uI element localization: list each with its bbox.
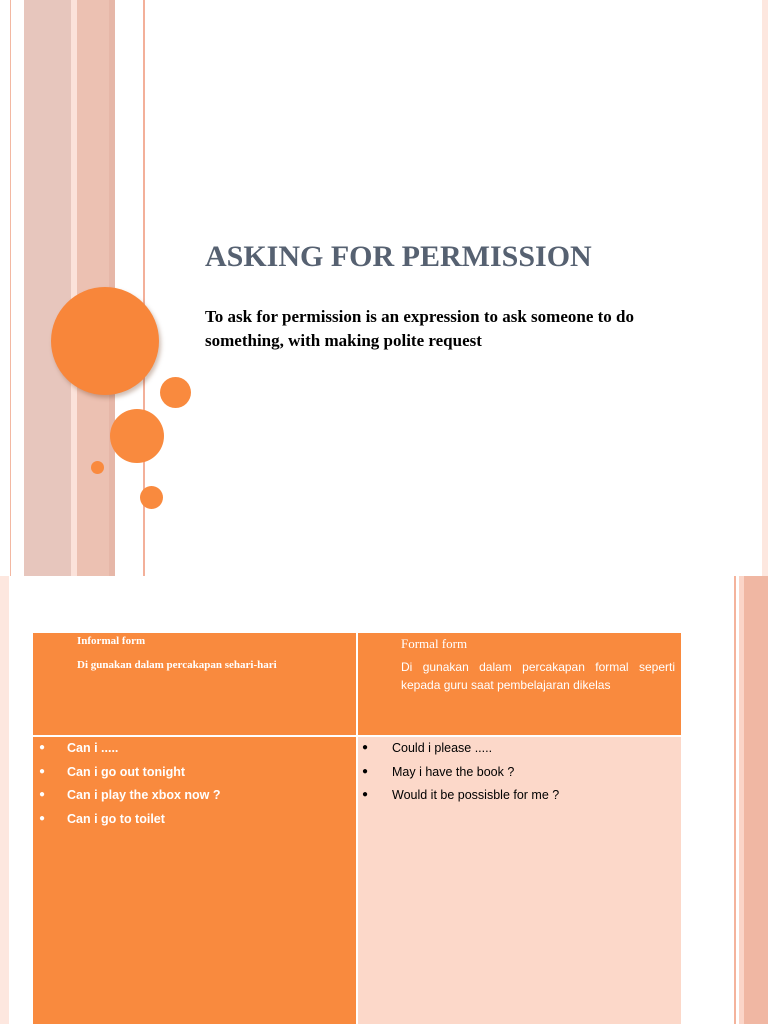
- decor-circle-large: [51, 287, 159, 395]
- bullet-icon: ●: [362, 742, 369, 753]
- subtitle-line: something, with making polite request: [205, 331, 482, 350]
- decor-circle-small: [140, 486, 163, 509]
- bullet-icon: ●: [362, 765, 369, 777]
- bullet-icon: ●: [39, 765, 46, 777]
- slide-comparison: [0, 576, 768, 1024]
- informal-title: Informal form: [77, 635, 146, 647]
- bullet-icon: ●: [39, 812, 46, 824]
- bullet-icon: ●: [39, 789, 46, 800]
- bullet-icon: ●: [39, 742, 46, 753]
- formal-header-cell: [358, 633, 681, 735]
- list-item-text: Can i go out tonight: [67, 764, 186, 779]
- list-item: [39, 786, 221, 810]
- decor-bar: [0, 576, 9, 1024]
- formal-title: Formal form: [401, 636, 468, 651]
- list-item-text: Can i .....: [67, 741, 119, 755]
- decor-bar: [744, 576, 768, 1024]
- decor-circle-small: [160, 377, 191, 408]
- list-item-text: Would it be possisble for me ?: [392, 788, 560, 802]
- list-item-text: May i have the book ?: [392, 764, 515, 779]
- informal-header-cell: [33, 633, 356, 735]
- list-item-text: Can i play the xbox now ?: [67, 788, 221, 802]
- slide-title-heading: ASKING FOR PERMISSION: [205, 240, 592, 273]
- slide-subtitle: [205, 305, 725, 353]
- list-item: [39, 763, 221, 787]
- decor-bar: [10, 0, 11, 576]
- decor-circle-tiny: [91, 461, 104, 474]
- list-item-text: Could i please .....: [392, 741, 493, 755]
- decor-circle-medium: [110, 409, 164, 463]
- list-item: [39, 739, 221, 763]
- formal-description: Di gunakan dalam percakapan formal seperti kepada guru saat pembelajaran dikelas: [401, 660, 675, 692]
- list-item: [39, 810, 221, 834]
- informal-items-cell: [33, 737, 356, 1024]
- decor-bar: [734, 576, 736, 1024]
- decor-bar: [762, 0, 768, 576]
- informal-list: [39, 739, 221, 833]
- list-item-text: Can i go to toilet: [67, 811, 165, 826]
- forms-table: [33, 633, 681, 1024]
- informal-description: Di gunakan dalam percakapan sehari-hari: [77, 659, 277, 671]
- subtitle-line: To ask for permission is an expression to ask someone to do: [205, 307, 634, 326]
- bullet-icon: ●: [362, 789, 369, 800]
- formal-items-cell: [358, 737, 681, 1024]
- list-item: [362, 763, 559, 787]
- list-item: [362, 739, 559, 763]
- formal-list: [362, 739, 560, 810]
- decor-bar: [24, 0, 71, 576]
- list-item: [362, 786, 560, 810]
